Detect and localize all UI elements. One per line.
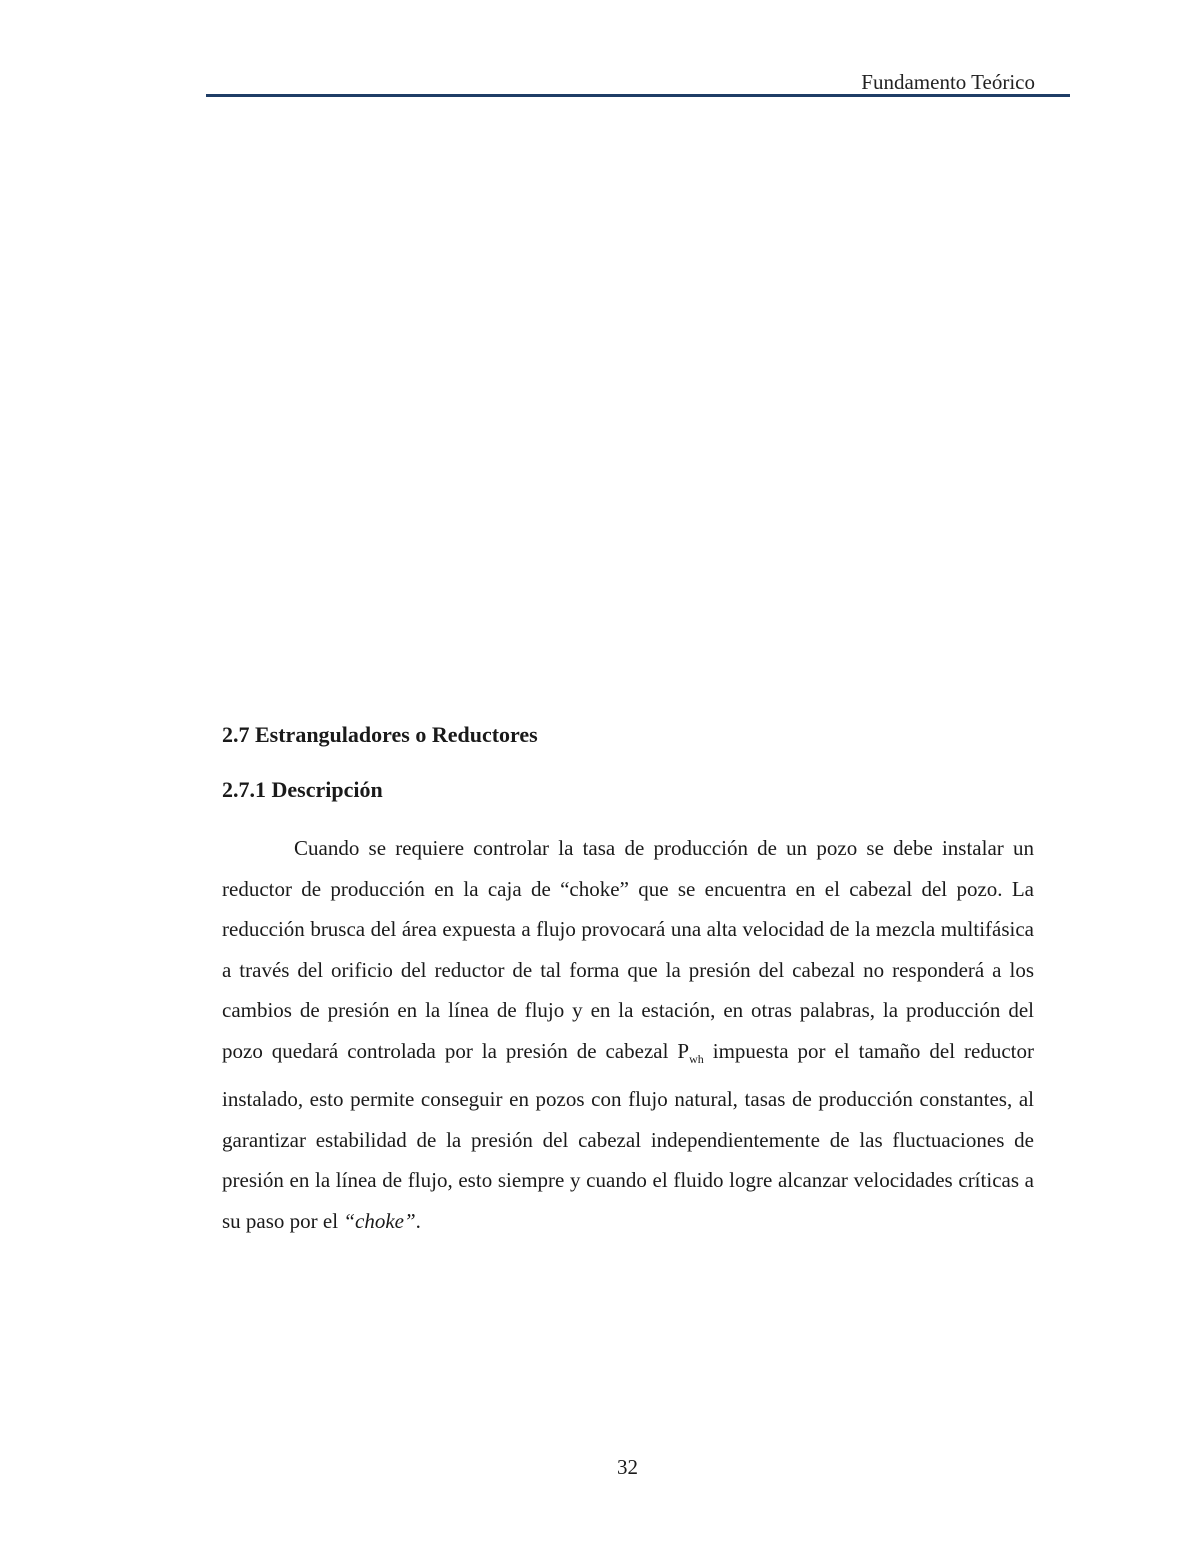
paragraph-text-part1: Cuando se requiere controlar la tasa de producción de un pozo se debe instalar un reductor de producción en la caja de “choke” que se encuentra en el cabezal del pozo. La reducción brusca del área expuesta a flujo provocará una alta velocidad de la mezcla multifásica a través del orificio del reductor de tal forma que la presión del cabezal no responderá a los cambios de presión en la línea de flujo y en la estación, en otras palabras, la producción del pozo quedará controlada por la presión de cabezal	[222, 836, 1034, 1063]
choke-emphasis: “choke”	[343, 1208, 416, 1233]
running-header-title: Fundamento Teórico	[861, 70, 1035, 94]
subsection-heading: 2.7.1 Descripción	[222, 777, 383, 802]
body-paragraph	[222, 828, 1034, 1241]
pressure-symbol: P	[677, 1038, 690, 1063]
page-number: 32	[617, 1455, 638, 1479]
pressure-subscript: wh	[689, 1051, 704, 1066]
section-heading: 2.7 Estranguladores o Reductores	[222, 722, 538, 747]
header-rule	[206, 94, 1070, 97]
paragraph-text-part2: impuesta por el tamaño del reductor instalado, esto permite conseguir en pozos con flujo natural, tasas de producción constantes, al garantizar estabilidad de la presión del cabezal independientemente de las fluctuaciones de presión en la línea de flujo, esto siempre y cuando el fluido logre alcanzar velocidades críticas a su paso por el	[222, 1038, 1034, 1233]
paragraph-ending: .	[415, 1208, 421, 1233]
